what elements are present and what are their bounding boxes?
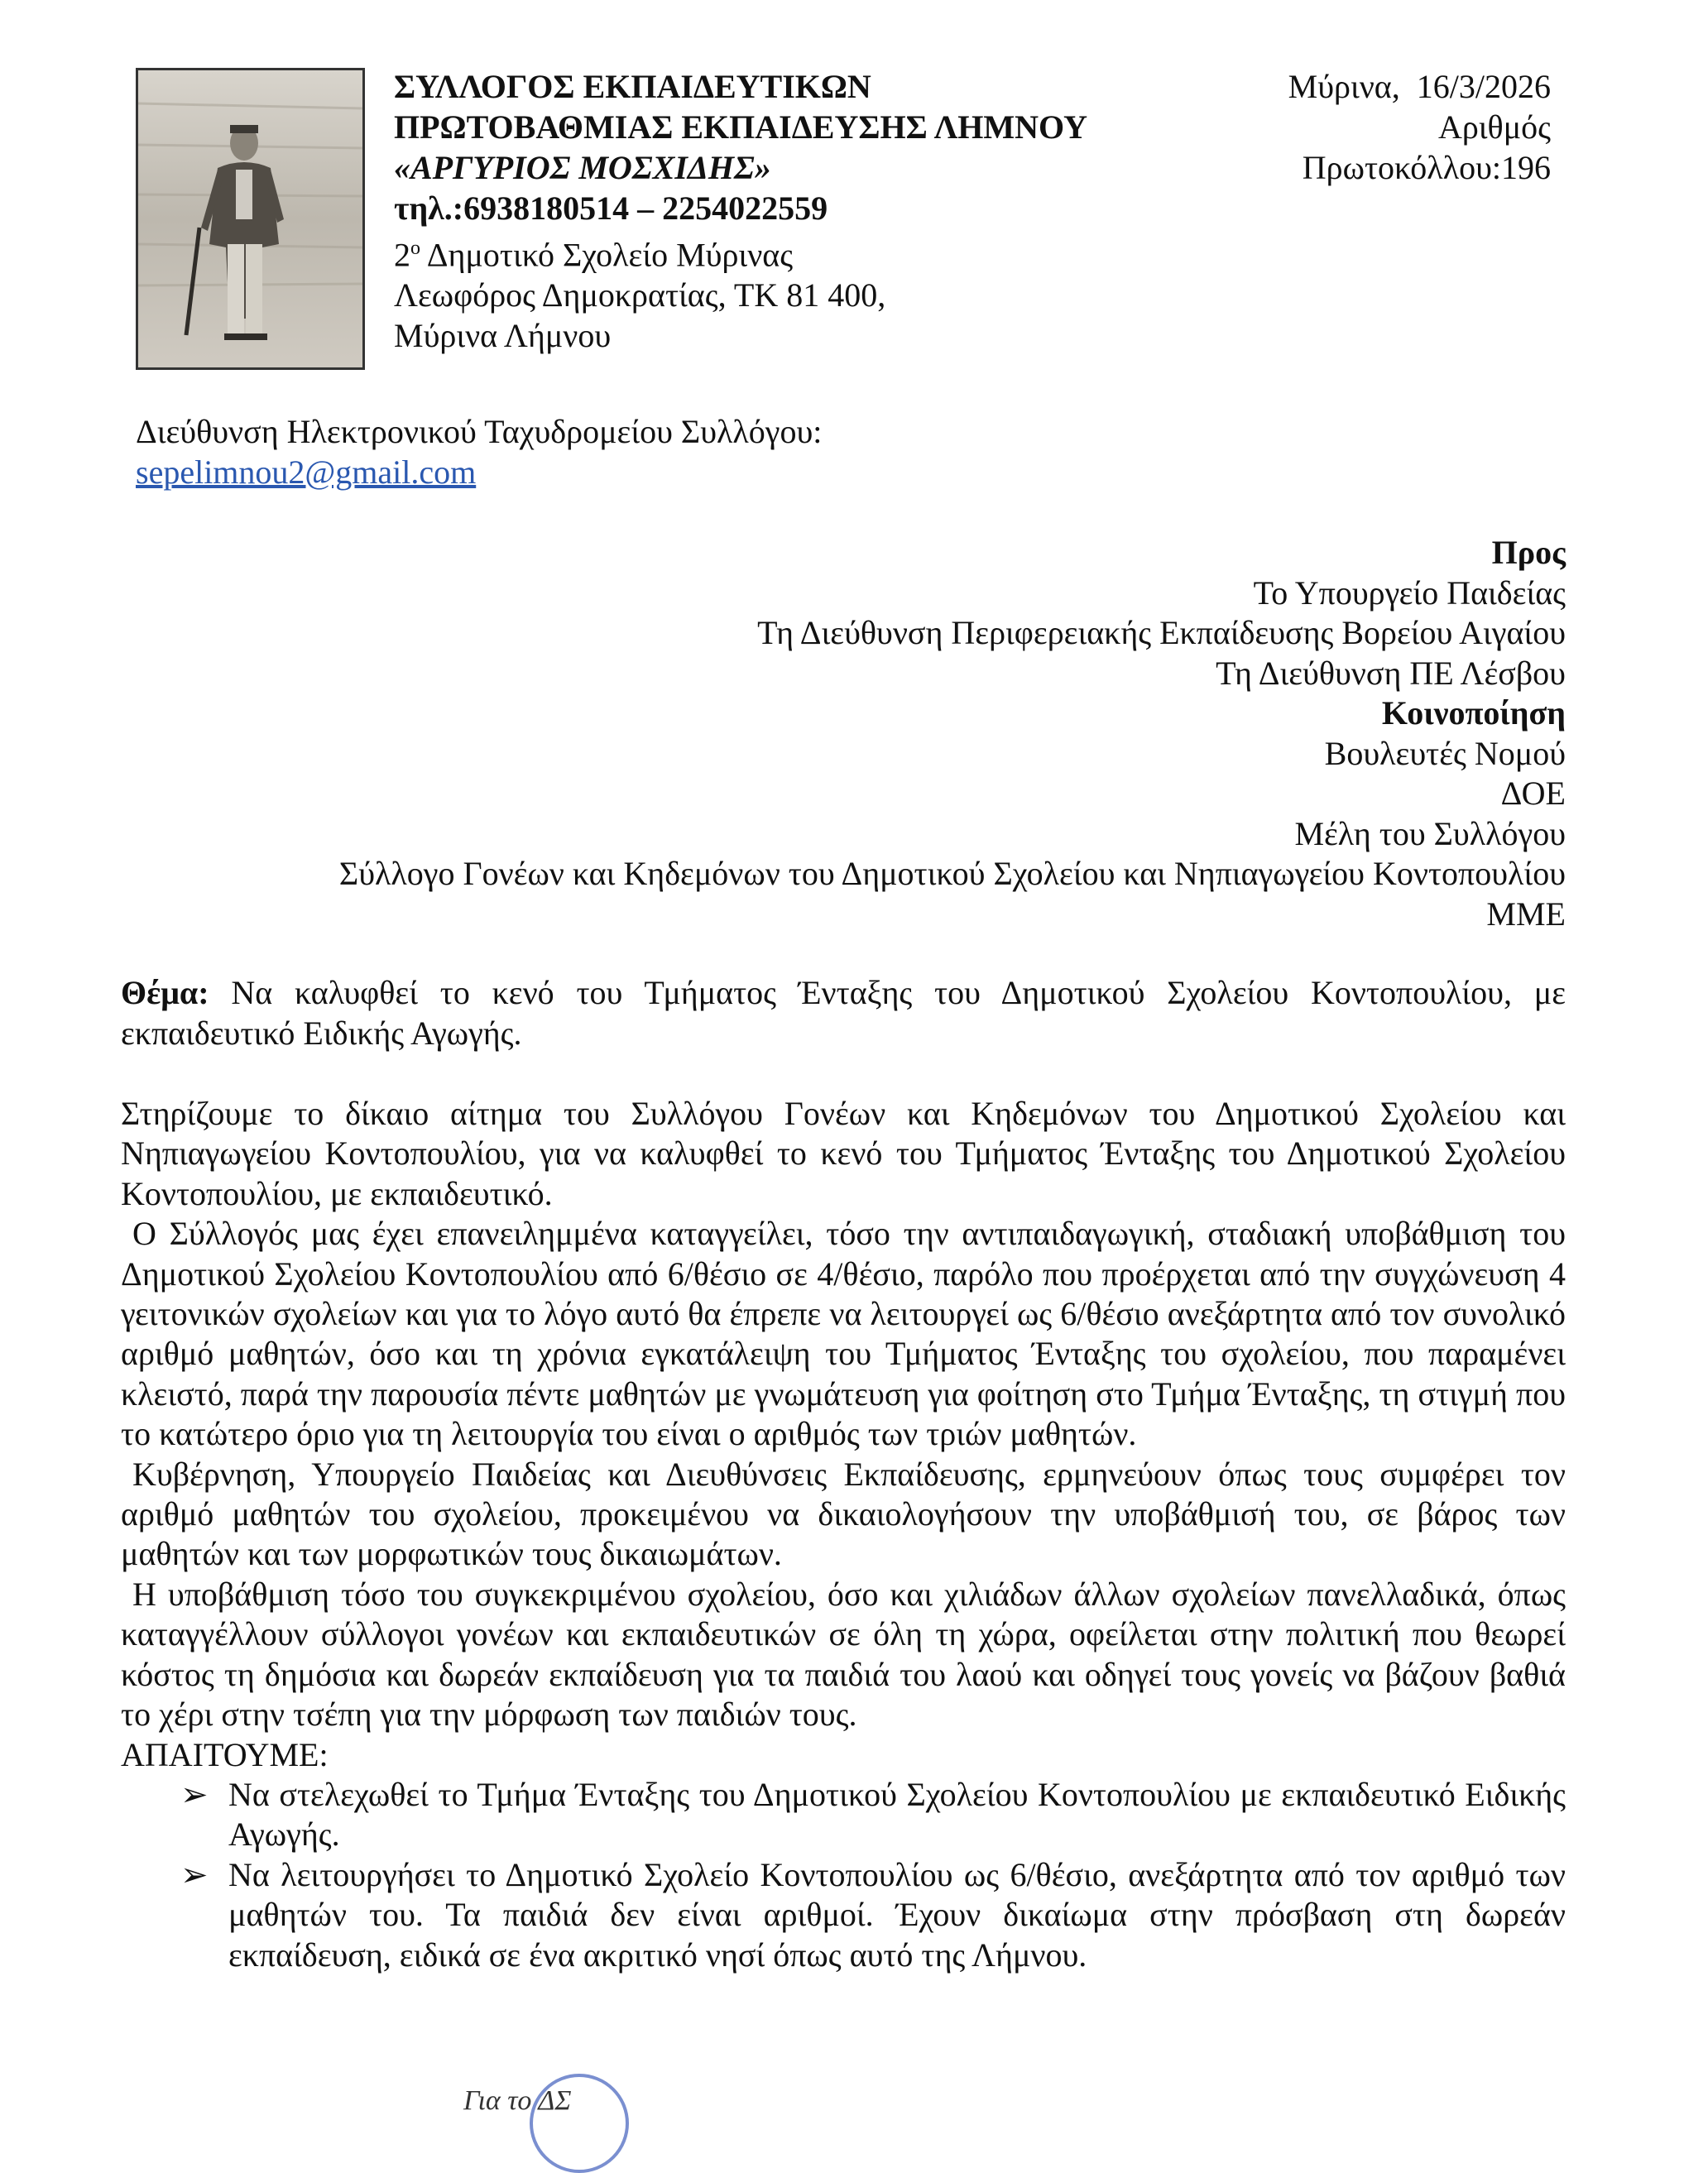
email-block	[136, 411, 822, 492]
signature-text: Για το ΔΣ	[463, 2085, 572, 2116]
body-paragraph-3: Κυβέρνηση, Υπουργείο Παιδείας και Διευθύνσεις Εκπαίδευσης, ερμηνεύουν όπως τους συμφέρει τον αριθμό μαθητών του σχολείου, προκειμένου να δικαιολογήσουν την υποβάθμισή του, σε βάρος των μαθητών και των μορφωτικών τους δικαιωμάτων.	[121, 1455, 1566, 1573]
recipient-item: Τη Διεύθυνση Περιφερειακής Εκπαίδευσης Βορείου Αιγαίου	[757, 614, 1566, 651]
org-school	[394, 228, 1087, 275]
org-honorary-name: «ΑΡΓΥΡΙΟΣ ΜΟΣΧΙΔΗΣ»	[394, 149, 771, 186]
subject-block	[121, 973, 1566, 1053]
letter-body	[121, 1094, 1566, 1975]
org-name-line2: ΠΡΩΤΟΒΑΘΜΙΑΣ ΕΚΠΑΙΔΕΥΣΗΣ ΛΗΜΝΟΥ	[394, 108, 1087, 146]
org-name-line1: ΣΥΛΛΟΓΟΣ ΕΚΠΑΙΔΕΥΤΙΚΩΝ	[394, 68, 871, 105]
cc-heading: Κοινοποίηση	[1381, 694, 1566, 732]
school-ordinal: ο	[410, 237, 420, 259]
org-city: Μύρινα Λήμνου	[394, 317, 612, 355]
demand-item	[121, 1775, 1566, 1855]
org-phone: τηλ.:6938180514 – 2254022559	[394, 189, 828, 227]
subject-label: Θέμα:	[121, 974, 209, 1011]
organization-header	[394, 66, 1087, 356]
demand-item	[121, 1855, 1566, 1975]
cc-item: Βουλευτές Νομού	[1324, 734, 1566, 772]
demands-list	[121, 1775, 1566, 1975]
body-paragraph-1: Στηρίζουμε το δίκαιο αίτημα του Συλλόγου Γονέων και Κηδεμόνων του Δημοτικού Σχολείου και Νηπιαγωγείου Κοντοπουλίου, για να καλυφθεί το κενό του Τμήματος Ένταξης του Δημοτικού Σχολείου Κοντοπουλίου, με εκπαιδευτικό.	[121, 1095, 1566, 1212]
arrow-bullet-icon: ➢	[180, 1855, 209, 1893]
protocol-number: Πρωτοκόλλου:196	[1302, 149, 1551, 186]
email-label: Διεύθυνση Ηλεκτρονικού Ταχυδρομείου Συλλόγου:	[136, 413, 823, 450]
subject-text: Να καλυφθεί το κενό του Τμήματος Ένταξης του Δημοτικού Σχολείου Κοντοπουλίου, με εκπαιδευτικό Ειδικής Αγωγής.	[121, 974, 1566, 1052]
cc-item: Μέλη του Συλλόγου	[1294, 814, 1566, 852]
cc-item: Σύλλογο Γονέων και Κηδεμόνων του Δημοτικού Σχολείου και Νηπιαγωγείου Κοντοπουλίου	[338, 855, 1566, 892]
recipient-item: Το Υπουργείο Παιδείας	[1253, 573, 1566, 612]
demands-heading: ΑΠΑΙΤΟΥΜΕ:	[121, 1735, 329, 1773]
school-number: 2	[394, 236, 410, 274]
recipients-block	[339, 533, 1566, 934]
founder-portrait-photo	[136, 68, 365, 370]
org-address: Λεωφόρος Δημοκρατίας, ΤΚ 81 400,	[394, 276, 886, 314]
email-link[interactable]: sepelimnou2@gmail.com	[136, 453, 477, 491]
date-protocol-block	[1288, 66, 1551, 188]
protocol-label: Αριθμός	[1437, 108, 1551, 146]
demand-text: Να λειτουργήσει το Δημοτικό Σχολείο Κοντοπουλίου ως 6/θέσιο, ανεξάρτητα από τον αριθμό των μαθητών του. Τα παιδιά δεν είναι αριθμοί. Έχουν δικαίωμα στην πρόσβαση στη δωρεάν εκπαίδευση, ειδικά σε ένα ακριτικό νησί όπως αυτό της Λήμνου.	[228, 1855, 1566, 1974]
school-name: Δημοτικό Σχολείο Μύρινας	[420, 236, 794, 274]
demand-text: Να στελεχωθεί το Τμήμα Ένταξης του Δημοτικού Σχολείου Κοντοπουλίου με εκπαιδευτικό Ειδικής Αγωγής.	[228, 1775, 1566, 1854]
document-date: Μύρινα, 16/3/2026	[1288, 68, 1551, 105]
arrow-bullet-icon: ➢	[180, 1775, 209, 1813]
cc-item: ΜΜΕ	[1486, 895, 1566, 933]
cc-item: ΔΟΕ	[1500, 775, 1566, 812]
recipient-item: Τη Διεύθυνση ΠΕ Λέσβου	[1216, 654, 1566, 692]
body-paragraph-2: Ο Σύλλογός μας έχει επανειλημμένα καταγγείλει, τόσο την αντιπαιδαγωγική, σταδιακή υποβάθμιση του Δημοτικού Σχολείου Κοντοπουλίου από 6/θέσιο σε 4/θέσιο, παρόλο που προέρχεται από την συγχώνευση 4 γειτονικών σχολείων και για το λόγο αυτό θα έπρεπε να λειτουργεί ως 6/θέσιο ανεξάρτητα από τον συνολικό αριθμό μαθητών, όσο και τη χρόνια εγκατάλειψη του Τμήματος Ένταξης του σχολείου, που παραμένει κλειστό, παρά την παρουσία πέντε μαθητών με γνωμάτευση για φοίτηση στο Τμήμα Ένταξης, τη στιγμή που το κατώτερο όριο για τη λειτουργία του είναι ο αριθμός των τριών μαθητών.	[121, 1215, 1566, 1453]
body-paragraph-4: Η υποβάθμιση τόσο του συγκεκριμένου σχολείου, όσο και χιλιάδων άλλων σχολείων πανελλαδικά, όπως καταγγέλλουν σύλλογοι γονέων και εκπαιδευτικών σε όλη τη χώρα, οφείλεται στην πολιτική που θεωρεί κόστος τη δημόσια και δωρεάν εκπαίδευση για τα παιδιά του λαού και οδηγεί τους γονείς να βάζουν βαθιά το χέρι στην τσέπη για την μόρφωση των παιδιών τους.	[121, 1575, 1566, 1734]
to-heading: Προς	[1491, 534, 1566, 571]
